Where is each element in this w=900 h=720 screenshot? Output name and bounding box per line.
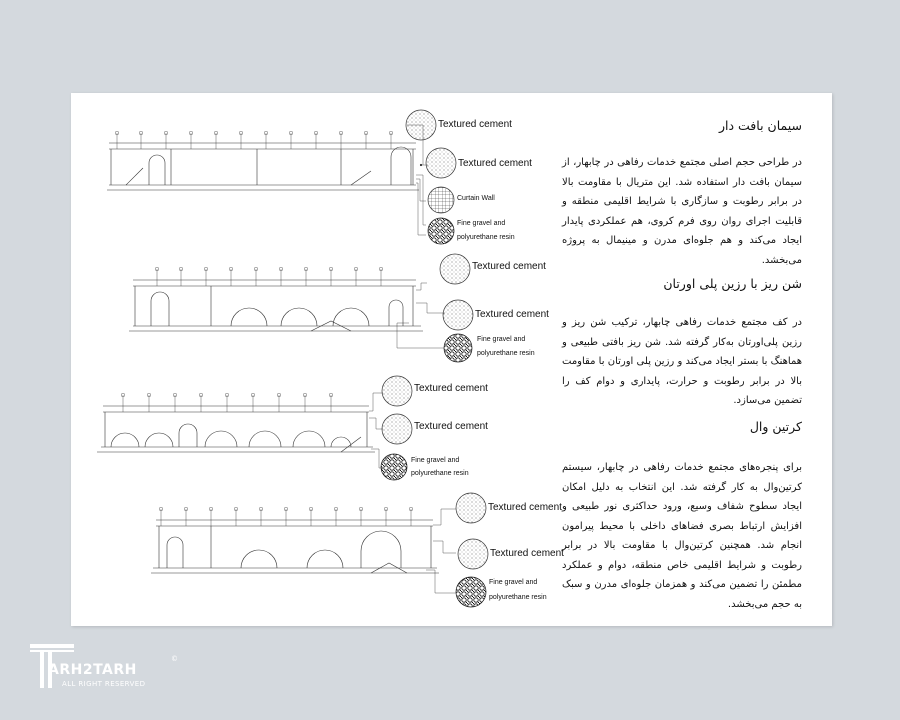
gravel-resin-swatch — [428, 218, 454, 244]
textured-cement-swatch — [458, 539, 488, 569]
material-label: Curtain Wall — [457, 195, 495, 202]
document-page — [71, 93, 832, 626]
material-label: Textured cement — [414, 383, 488, 394]
material-label: Textured cement — [475, 309, 549, 320]
section-body-curtain-wall: برای پنجره‌های مجتمع خدمات رفاهی در چابهار، سیستم کرتین‌وال به کار گرفته شد. این انتخاب به دلیل امکان ایجاد سطوح شفاف وسیع، ورود حداکثری نور طبیعی و افزایش ارتباط بصری فضاهای داخلی با محیط پیرامون انجام شد. همچنین کرتین‌وال با مقاومت بالا در برابر رطوبت و شرایط اقلیمی خاص منطقه، دوام و عملکرد مطمئن را تضمین می‌کند و همزمان جلوه‌ای مدرن و سبک به حجم می‌بخشد. — [562, 462, 802, 610]
textured-cement-swatch — [426, 148, 456, 178]
registered-mark: © — [171, 655, 178, 663]
material-label: Textured cement — [472, 261, 546, 272]
logo-tagline: ALL RIGHT RESERVED — [62, 680, 146, 688]
logo-name: ARH2TARH — [48, 662, 137, 678]
material-label: polyurethane resin — [477, 350, 535, 357]
textured-cement-swatch — [440, 254, 470, 284]
elevation-2 — [129, 267, 445, 348]
material-label: Textured cement — [438, 119, 512, 130]
material-label: Fine gravel and — [477, 336, 526, 343]
material-label: Textured cement — [488, 502, 562, 513]
section-title-textured-cement: سیمان بافت دار — [718, 118, 802, 133]
section-body-textured-cement: در طراحی حجم اصلی مجتمع خدمات رفاهی در چابهار، از سیمان بافت دار استفاده شد. این متریال با مقاومت بالا در برابر رطوبت و سازگاری با شرایط اقلیمی منطقه و قابلیت اجرای روان روی فرم کروی، هم عملکردی پایدار ایجاد می‌کند و هم جلوه‌ای مدرن و مینیمال به پروژه می‌بخشد. — [562, 157, 802, 266]
section-title-gravel-resin: شن ریز با رزین پلی اورتان — [663, 276, 802, 291]
material-label: Textured cement — [490, 548, 564, 559]
section-body-gravel-resin: در کف مجتمع خدمات رفاهی چابهار، ترکیب شن ریز و رزین پلی‌اورتان به‌کار گرفته شد. شن ریز بافتی طبیعی و هماهنگ با بستر ایجاد می‌کند و رزین پلی اورتان با مقاومت بالا در برابر رطوبت و حرارت، پایداری و دوام کف را تضمین می‌سازد. — [562, 317, 802, 406]
curtain-wall-swatch — [428, 187, 454, 213]
elevation-1 — [107, 125, 428, 235]
material-label: Textured cement — [458, 158, 532, 169]
gravel-resin-swatch — [456, 577, 486, 607]
material-label: Fine gravel and — [489, 579, 538, 586]
gravel-resin-swatch — [444, 334, 472, 362]
section-title-curtain-wall: کرتین وال — [749, 419, 802, 434]
material-label: Textured cement — [414, 421, 488, 432]
textured-cement-swatch — [456, 493, 486, 523]
elevation-4 — [151, 507, 456, 593]
material-label: polyurethane resin — [457, 234, 515, 241]
material-label: Fine gravel and — [411, 457, 460, 464]
material-label: Fine gravel and — [457, 220, 506, 227]
material-label: polyurethane resin — [489, 594, 547, 601]
material-label: polyurethane resin — [411, 470, 469, 477]
gravel-resin-swatch — [381, 454, 407, 480]
elevation-3 — [97, 393, 383, 468]
textured-cement-swatch — [406, 110, 436, 140]
textured-cement-swatch — [382, 376, 412, 406]
textured-cement-swatch — [382, 414, 412, 444]
textured-cement-swatch — [443, 300, 473, 330]
